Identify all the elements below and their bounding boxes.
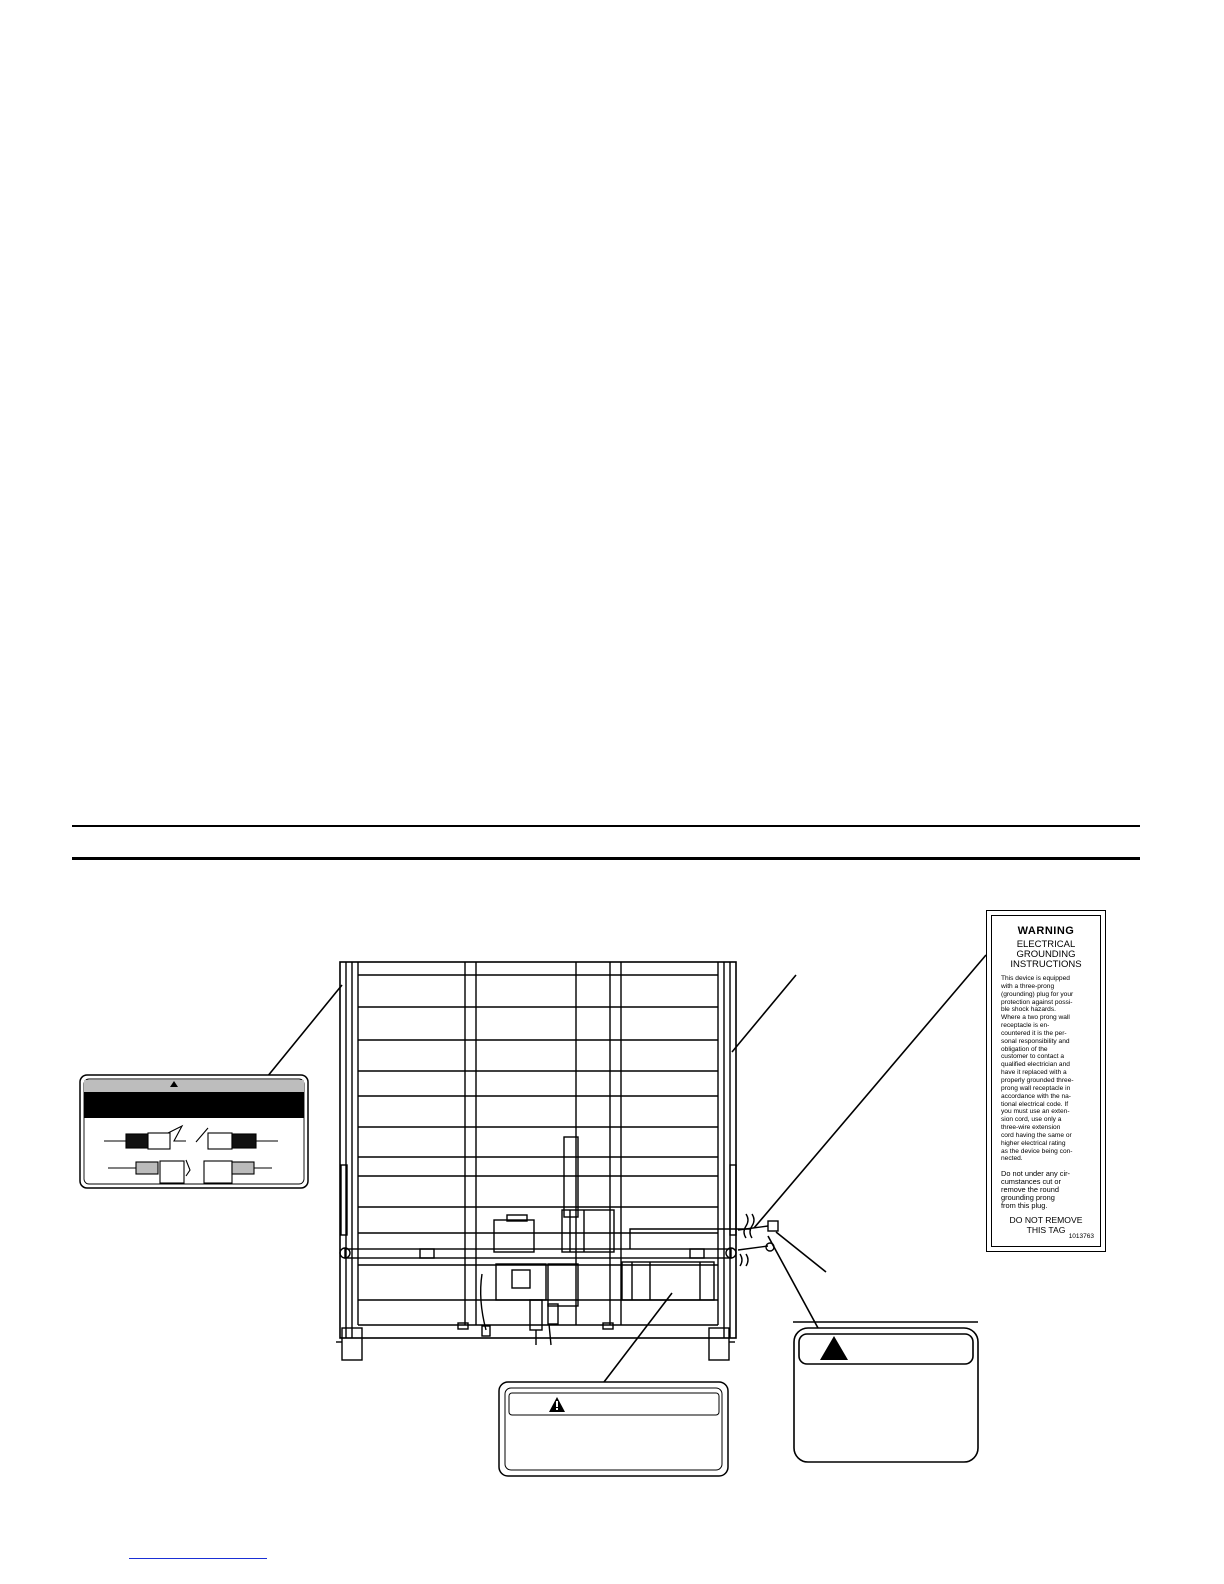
machine-frame — [336, 962, 778, 1360]
motor-warning-label — [499, 1382, 728, 1476]
bottom-link-underline[interactable] — [129, 1558, 267, 1560]
tag-part-number: 1013763 — [1068, 1233, 1094, 1240]
disconnect-plug-label — [80, 1075, 308, 1188]
tag-body: This device is equipped with a three-prong (grounding) plug for your protection against possi- ble shock hazards. Where a two prong wall receptacle is en- countered it is the per- sonal responsibility and obligation of the customer to contact a qualified electrician and have it replaced with a properly grounded three- prong wall receptacle in accordance with the na- tional electrical code. If you must use an exten- sion cord, use only a three-wire extension cord having the same or higher electrical rating as the device being con- nected. — [1001, 975, 1074, 1163]
tag-title: WARNING — [1017, 925, 1075, 937]
leader-lines — [267, 955, 986, 1382]
tag-subtitle: ELECTRICAL GROUNDING INSTRUCTIONS — [1010, 939, 1082, 970]
tag-do-not-remove: DO NOT REMOVE THIS TAG — [1009, 1215, 1083, 1235]
tag-body-prong: Do not under any cir- cumstances cut or remove the round grounding prong from this plug. — [1001, 1169, 1071, 1211]
cord-warning-label — [794, 1328, 978, 1462]
grounding-warning-tag — [986, 910, 1106, 1252]
